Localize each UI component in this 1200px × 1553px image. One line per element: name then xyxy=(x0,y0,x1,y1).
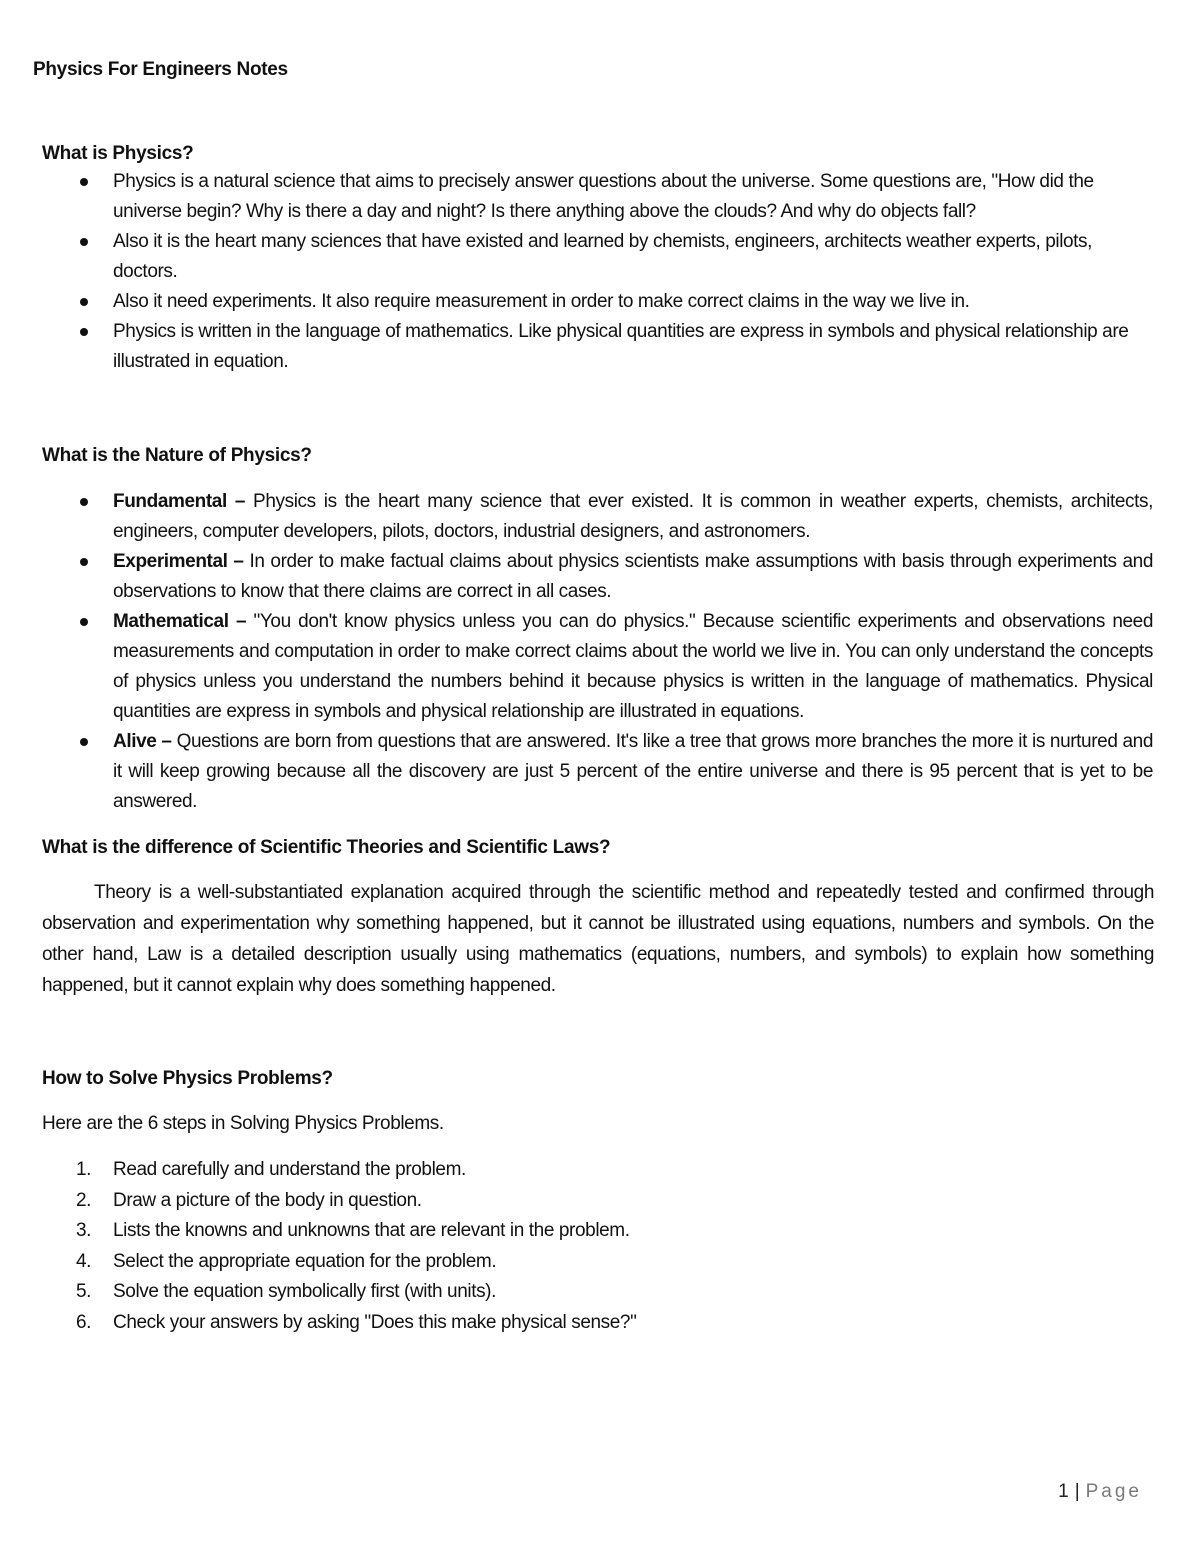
list-item xyxy=(113,227,1153,287)
list-item xyxy=(113,487,1153,547)
list-item xyxy=(113,727,1153,817)
step-text: Lists the knowns and unknowns that are relevant in the problem. xyxy=(113,1220,630,1241)
nature-of-physics-list xyxy=(113,487,1153,817)
what-is-physics-list xyxy=(113,167,1153,377)
list-item xyxy=(113,547,1153,607)
step-number: 3. xyxy=(76,1220,92,1241)
document-title: Physics For Engineers Notes xyxy=(33,59,288,80)
step-number: 4. xyxy=(76,1250,92,1272)
list-item xyxy=(76,1155,1153,1186)
list-item-text: Physics is a natural science that aims to precisely answer questions about the universe. Some questions are, "How did the universe begin? Why is there a day and night? Is there anything above the clouds? And why do objects fall? xyxy=(113,171,1094,222)
list-item xyxy=(76,1308,1153,1339)
list-item-text: Questions are born from questions that are answered. It's like a tree that grows more branches the more it is nurtured and it will keep growing because all the discovery are just 5 percent of the entire universe and there is 95 percent that is yet to be answered. xyxy=(113,731,1153,812)
page-footer xyxy=(1058,1477,1142,1507)
bullet-icon xyxy=(80,618,88,626)
term-label: Mathematical – xyxy=(113,611,247,632)
term-label: Experimental – xyxy=(113,551,244,572)
bullet-icon xyxy=(80,498,88,506)
list-item-text: Also it is the heart many sciences that have existed and learned by chemists, engineers, architects weather experts, pilots, doctors. xyxy=(113,231,1093,282)
page-number: 1 xyxy=(1058,1481,1069,1502)
steps-intro: Here are the 6 steps in Solving Physics Problems. xyxy=(42,1113,444,1134)
list-item-text: "You don't know physics unless you can do physics." Because scientific experiments and observations need measurements and computation in order to make correct claims about the world we live in. You can only understand the concepts of physics unless you understand the numbers behind it because physics is written in the language of mathematics. Physical quantities are express in symbols and physical relationship are illustrated in equations. xyxy=(113,611,1153,722)
step-number: 6. xyxy=(76,1311,92,1333)
list-item xyxy=(76,1247,1153,1278)
list-item-text: Also it need experiments. It also require measurement in order to make correct claims in the way we live in. xyxy=(113,291,970,312)
bullet-icon xyxy=(80,328,88,336)
heading-what-is-physics: What is Physics? xyxy=(42,143,194,164)
bullet-icon xyxy=(80,738,88,746)
term-label: Alive – xyxy=(113,731,172,752)
steps-list xyxy=(76,1155,1153,1338)
list-item xyxy=(113,287,1153,317)
list-item xyxy=(76,1277,1153,1308)
step-text: Solve the equation symbolically first (with units). xyxy=(113,1281,496,1302)
page-label: Page xyxy=(1085,1481,1142,1502)
bullet-icon xyxy=(80,298,88,306)
bullet-icon xyxy=(80,238,88,246)
list-item xyxy=(113,317,1153,377)
bullet-icon xyxy=(80,178,88,186)
list-item-text: Physics is the heart many science that ever existed. It is common in weather experts, chemists, architects, engineers, computer developers, pilots, doctors, industrial designers, and astronomers. xyxy=(113,491,1153,542)
list-item xyxy=(76,1216,1153,1247)
step-text: Select the appropriate equation for the problem. xyxy=(113,1250,497,1272)
heading-nature-of-physics: What is the Nature of Physics? xyxy=(42,445,312,466)
list-item xyxy=(113,607,1153,727)
step-text: Read carefully and understand the problem. xyxy=(113,1159,466,1180)
list-item-text: Physics is written in the language of mathematics. Like physical quantities are express in symbols and physical relationship are illustrated in equation. xyxy=(113,321,1129,372)
footer-separator: | xyxy=(1074,1481,1080,1502)
list-item-text: In order to make factual claims about physics scientists make assumptions with basis through experiments and observations to know that there claims are correct in all cases. xyxy=(113,551,1153,602)
heading-theories-vs-laws: What is the difference of Scientific Theories and Scientific Laws? xyxy=(42,837,611,858)
heading-solve-problems: How to Solve Physics Problems? xyxy=(42,1068,333,1089)
term-label: Fundamental – xyxy=(113,491,246,512)
bullet-icon xyxy=(80,558,88,566)
step-number: 2. xyxy=(76,1189,92,1211)
step-text: Check your answers by asking "Does this make physical sense?" xyxy=(113,1311,637,1333)
step-number: 5. xyxy=(76,1281,92,1302)
step-number: 1. xyxy=(76,1159,92,1180)
list-item xyxy=(76,1186,1153,1217)
step-text: Draw a picture of the body in question. xyxy=(113,1189,422,1211)
list-item xyxy=(113,167,1153,227)
theories-vs-laws-paragraph: Theory is a well-substantiated explanation acquired through the scientific method and repeatedly tested and confirmed through observation and experimentation why something happened, but it cannot be illustrated using equations, numbers and symbols. On the other hand, Law is a detailed description usually using mathematics (equations, numbers, and symbols) to explain how something happened, but it cannot explain why does something happened. xyxy=(42,882,1154,996)
